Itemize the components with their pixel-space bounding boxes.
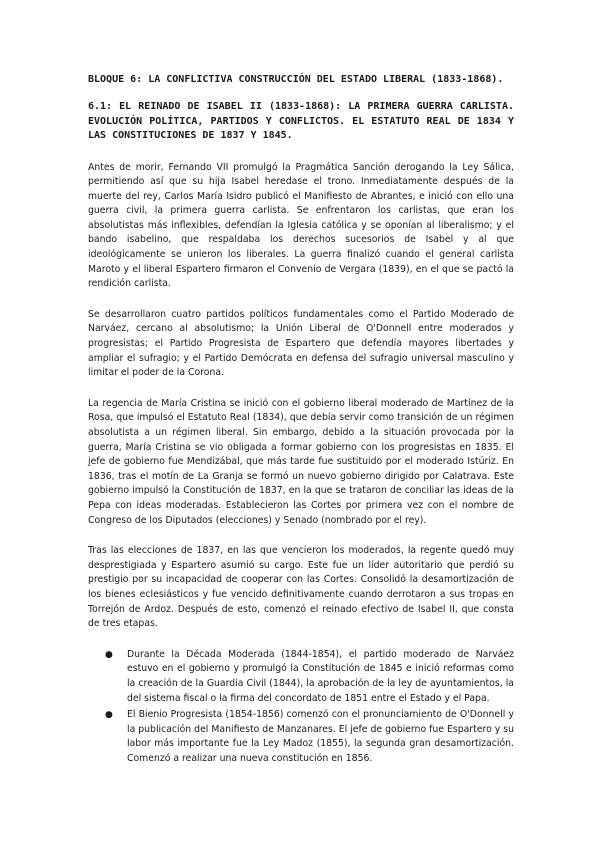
stages-list <box>88 648 514 767</box>
list-item-text: Durante la Década Moderada (1844-1854), el partido moderado de Narváez estuvo en el gobierno y promulgó la Constitución de 1845 e inició reformas como la creación de la Guardia Civil (1844), la aprobación de la ley de ayuntamientos, la del sistema fiscal o la firma del concordato de 1851 entre el Estado y el Papa. <box>127 648 514 704</box>
paragraph-political-parties: Se desarrollaron cuatro partidos políticos fundamentales como el Partido Moderado de Narváez, cercano al absolutismo; la Unión Liberal de O'Donnell entre moderados y progresistas; el Partido Progresista de Espartero que defendía mayores libertades y ampliar el sufragio; y el Partido Demócrata en defensa del sufragio universal masculino y limitar el poder de la Corona. <box>88 308 514 379</box>
list-item-text: El Bienio Progresista (1854-1856) comenzó con el pronunciamiento de O'Donnell y la publicación del Manifiesto de Manzanares. El jefe de gobierno fue Espartero y su labor más importante fue la Ley Madoz (1855), la segunda gran desamortización. Comenzó a realizar una nueva constitución en 1856. <box>127 709 514 764</box>
list-item <box>105 648 514 706</box>
document-page <box>88 73 514 768</box>
bullet-icon: ● <box>105 649 113 660</box>
paragraph-carlist-war: Antes de morir, Fernando VII promulgó la Pragmática Sanción derogando la Ley Sálica, permitiendo así que su hija Isabel heredase el trono. Inmediatamente después de la muerte del rey, Carlos María Isidro publicó el Manifiesto de Abrantes, e inició con ello una guerra civil, la primera guerra carlista. Se enfrentaron los carlistas, que eran los absolutistas más inflexibles, defendían la Iglesia católica y se oponían al liberalismo; y el bando isabelino, que respaldaba los derechos sucesorios de Isabel y al que ideológicamente se unieron los liberales. La guerra finalizó cuando el general carlista Maroto y el liberal Espartero firmaron el Convenio de Vergara (1839), en el que se pactó la rendición carlista. <box>88 161 514 290</box>
block-title: BLOQUE 6: LA CONFLICTIVA CONSTRUCCIÓN DEL ESTADO LIBERAL (1833-1868). <box>88 74 504 85</box>
bullet-icon: ● <box>105 710 113 721</box>
section-title: 6.1: EL REINADO DE ISABEL II (1833-1868): LA PRIMERA GUERRA CARLISTA. EVOLUCIÓN POLÍTICA, PARTIDOS Y CONFLICTOS. EL ESTATUTO REAL DE 1834 Y LAS CONSTITUCIONES DE 1837 Y 1845. <box>88 101 514 141</box>
list-item <box>105 708 514 766</box>
paragraph-espartero-regency: Tras las elecciones de 1837, en las que vencieron los moderados, la regente quedó muy desprestigiada y Espartero asumió su cargo. Este fue un líder autoritario que perdió su prestigio por su incapacidad de cooperar con las Cortes. Consolidó la desamortización de los bienes eclesiásticos y fue vencido definitivamente cuando derrotaron a sus tropas en Torrejón de Ardoz. Después de esto, comenzó el reinado efectivo de Isabel II, que consta de tres etapas. <box>88 545 514 630</box>
paragraph-regency-maria-cristina: La regencia de María Cristina se inició con el gobierno liberal moderado de Martínez de la Rosa, que impulsó el Estatuto Real (1834), que debía servir como transición de un régimen absolutista a un régimen liberal. Sin embargo, debido a la situación provocada por la guerra, María Cristina se vio obligada a formar gobierno con los progresistas en 1835. El jefe de gobierno fue Mendizábal, que más tarde fue sustituido por el moderado Istúriz. En 1836, tras el motín de La Granja se formó un nuevo gobierno dirigido por Calatrava. Este gobierno impulsó la Constitución de 1837, en la que se trataron de conciliar las ideas de la Pepa con ideas moderadas. Establecieron las Cortes por primera vez con el nombre de Congreso de los Diputados (elecciones) y Senado (nombrado por el rey). <box>88 397 514 526</box>
